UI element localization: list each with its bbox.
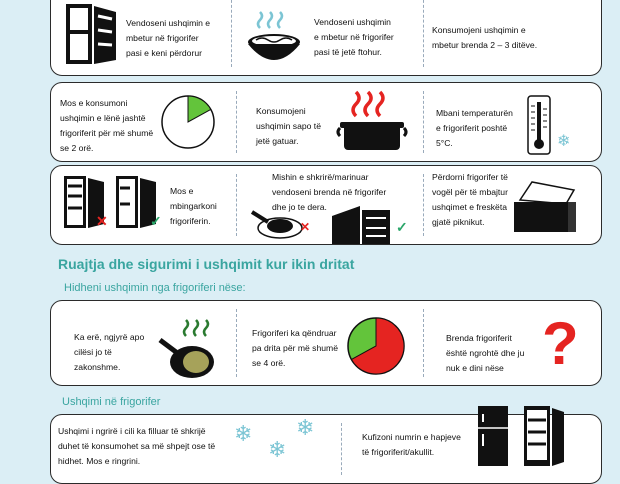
thermometer-icon bbox=[526, 94, 552, 156]
fridge-open-icon bbox=[522, 404, 566, 466]
fridge-open-icon bbox=[64, 2, 120, 68]
divider bbox=[236, 309, 237, 377]
snowflake-icon: ❄ bbox=[268, 437, 287, 462]
check-icon: ✓ bbox=[150, 213, 162, 229]
cross-icon: ✕ bbox=[300, 220, 311, 234]
ham-icon bbox=[156, 322, 220, 382]
tip-text: Ushqimi i ngrirë i cili ka filluar të shkrijë duhet të konsumohet sa më shpejt ose të hidhet. Mos e ringrini. bbox=[58, 426, 216, 466]
tip-text: Vendoseni ushqimin e mbetur në frigorifer pasi të jetë ftohur. bbox=[314, 17, 394, 57]
divider bbox=[236, 174, 237, 236]
cross-icon: ✕ bbox=[96, 213, 108, 229]
tip-text: Vendoseni ushqimin e mbetur në frigorifer pasi e keni përdorur bbox=[126, 18, 211, 58]
tip-text: Përdorni frigorifer të vogël për të mbajtur ushqimet e freskëta gjatë piknikut. bbox=[432, 172, 508, 227]
divider bbox=[423, 0, 424, 67]
tip-text: Mos e konsumoni ushqimin e lënë jashtë frigoriferit për më shumë se 2 orë. bbox=[60, 98, 154, 153]
snowflake-icon: ❄ bbox=[557, 133, 571, 150]
section-title: Ruajtja dhe sigurimi i ushqimit kur ikin dritat bbox=[58, 256, 355, 272]
divider bbox=[341, 423, 342, 475]
check-icon: ✓ bbox=[396, 219, 408, 235]
subheading: Ushqimi në frigorifer bbox=[62, 396, 161, 408]
tip-text: Mbani temperaturën e frigoriferit poshtë 5°C. bbox=[436, 108, 513, 148]
clock-pie-icon bbox=[346, 316, 406, 376]
pot-steam-icon bbox=[338, 88, 414, 154]
tip-text: Frigoriferi ka qëndruar pa drita për më shumë se 4 orë. bbox=[252, 328, 338, 368]
cooler-box-icon bbox=[512, 178, 578, 234]
clock-pie-icon bbox=[160, 94, 216, 150]
tip-text: Konsumojeni ushqimin sapo të jetë gatuar. bbox=[256, 106, 321, 146]
tip-text: Konsumojeni ushqimin e mbetur brenda 2 – 3 ditëve. bbox=[432, 25, 538, 50]
tip-text: Mishin e shkrirë/marinuar vendoseni brenda në frigorifer dhe jo te dera. bbox=[272, 172, 387, 212]
tip-text: Brenda frigoriferit është ngrohtë dhe ju nuk e dini nëse bbox=[446, 333, 525, 373]
tip-text: Ka erë, ngjyrë apo cilësi jo të zakonshme. bbox=[74, 332, 145, 372]
divider bbox=[423, 91, 424, 153]
divider bbox=[423, 309, 424, 377]
divider bbox=[236, 91, 237, 153]
tip-text: Kufizoni numrin e hapjeve të frigoriferit/akullit. bbox=[362, 432, 461, 457]
snowflake-icon: ❄ bbox=[296, 415, 315, 440]
meat-on-plate-icon bbox=[250, 204, 304, 240]
question-mark-icon: ? bbox=[542, 310, 579, 377]
subheading: Hidheni ushqimin nga frigoriferi nëse: bbox=[64, 282, 246, 294]
divider bbox=[423, 174, 424, 236]
divider bbox=[231, 0, 232, 67]
fridge-door-icon bbox=[330, 204, 392, 244]
fridge-icon bbox=[476, 404, 510, 466]
bowl-steam-icon bbox=[246, 14, 306, 70]
tip-text: Mos e mbingarkoni frigoriferin. bbox=[170, 186, 217, 226]
snowflake-icon: ❄ bbox=[234, 421, 253, 446]
